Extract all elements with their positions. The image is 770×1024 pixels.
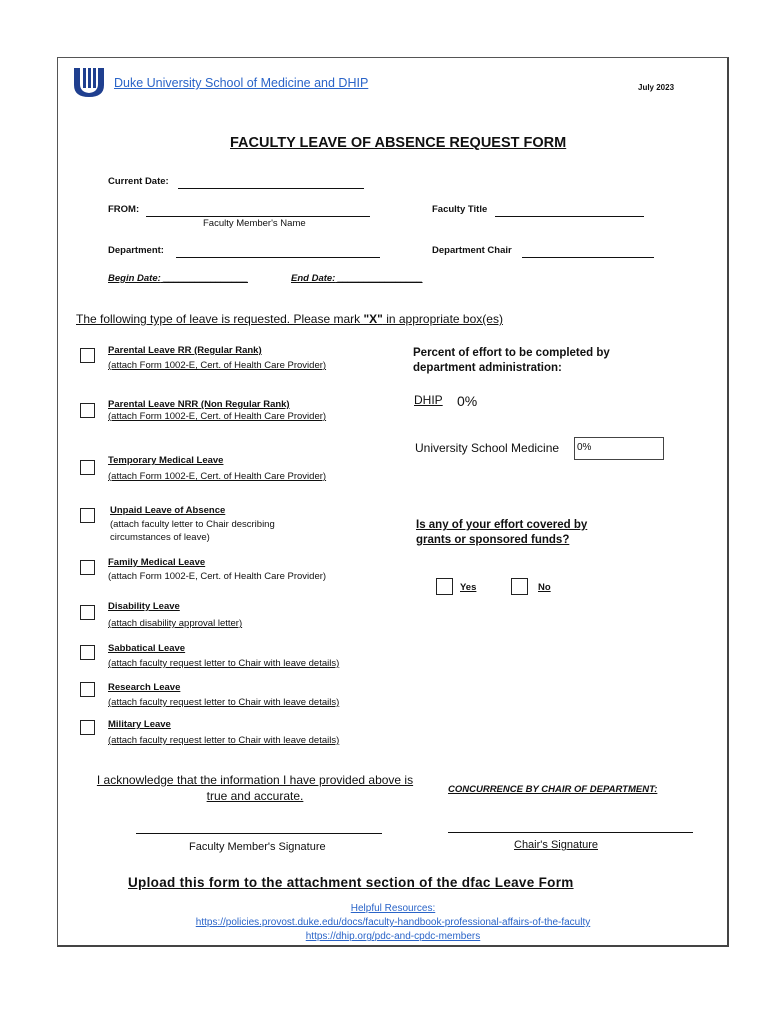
leave-note-military: (attach faculty request letter to Chair with leave details)	[108, 735, 340, 746]
grant-no-checkbox[interactable]	[511, 578, 528, 595]
faculty-signature-field[interactable]	[136, 833, 382, 834]
leave-title-unpaid: Unpaid Leave of Absence	[110, 505, 226, 516]
effort-heading: Percent of effort to be completed by department administration:	[413, 347, 610, 374]
department-chair-field[interactable]	[522, 257, 654, 258]
current-date-field[interactable]	[178, 188, 364, 189]
leave-title-research: Research Leave	[108, 682, 181, 693]
leave-checkbox-parental-rr[interactable]	[80, 348, 95, 363]
end-date-group	[291, 273, 423, 284]
instruction-mark: "X"	[363, 312, 383, 326]
dhip-value-field[interactable]: 0%	[457, 393, 478, 409]
leave-title-sabbatical: Sabbatical Leave	[108, 643, 186, 654]
form-date: July 2023	[638, 83, 675, 92]
begin-date-label: Begin Date:	[108, 273, 161, 284]
org-name-link[interactable]: Duke University School of Medicine and DHIP	[114, 76, 369, 90]
leave-note-temporary-medical: (attach Form 1002-E, Cert. of Health Care Provider)	[108, 471, 327, 482]
leave-checkbox-unpaid[interactable]	[80, 508, 95, 523]
faculty-name-field[interactable]	[146, 216, 370, 217]
leave-note-unpaid: (attach faculty letter to Chair describing circumstances of leave)	[110, 519, 275, 543]
leave-checkbox-disability[interactable]	[80, 605, 95, 620]
form-page	[57, 57, 729, 947]
leave-title-family-medical: Family Medical Leave	[108, 557, 206, 568]
dhip-pdc-link[interactable]: https://dhip.org/pdc-and-cpdc-members	[305, 931, 481, 942]
upload-instruction: Upload this form to the attachment section of the dfac Leave Form	[128, 875, 574, 890]
department-label: Department:	[108, 245, 164, 256]
leave-checkbox-parental-nrr[interactable]	[80, 403, 95, 418]
faculty-handbook-link[interactable]: https://policies.provost.duke.edu/docs/faculty-handbook-professional-affairs-of-the-faculty	[195, 917, 591, 928]
faculty-title-field[interactable]	[495, 216, 644, 217]
end-date-label: End Date:	[291, 273, 336, 284]
leave-checkbox-sabbatical[interactable]	[80, 645, 95, 660]
faculty-name-sublabel: Faculty Member's Name	[203, 218, 306, 229]
faculty-signature-label: Faculty Member's Signature	[189, 841, 326, 853]
from-label: FROM:	[108, 204, 140, 215]
leave-checkbox-military[interactable]	[80, 720, 95, 735]
concurrence-label: CONCURRENCE BY CHAIR OF DEPARTMENT:	[448, 784, 658, 795]
faculty-title-label: Faculty Title	[432, 204, 488, 215]
leave-checkbox-temporary-medical[interactable]	[80, 460, 95, 475]
begin-date-field[interactable]: ________________	[163, 273, 248, 284]
leave-note-sabbatical: (attach faculty request letter to Chair with leave details)	[108, 658, 340, 669]
leave-note-parental-rr: (attach Form 1002-E, Cert. of Health Care Provider)	[108, 360, 327, 371]
current-date-label: Current Date:	[108, 176, 169, 187]
leave-title-temporary-medical: Temporary Medical Leave	[108, 455, 224, 466]
grant-yes-checkbox[interactable]	[436, 578, 453, 595]
helpful-resources-heading: Helpful Resources:	[350, 903, 436, 914]
helpful-resources	[57, 902, 729, 944]
leave-note-parental-nrr: (attach Form 1002-E, Cert. of Health Care Provider)	[108, 411, 327, 422]
leave-title-disability: Disability Leave	[108, 601, 180, 612]
leave-checkbox-research[interactable]	[80, 682, 95, 697]
leave-note-disability: (attach disability approval letter)	[108, 618, 243, 629]
leave-title-parental-rr: Parental Leave RR (Regular Rank)	[108, 345, 262, 356]
leave-title-military: Military Leave	[108, 719, 171, 730]
dhip-label: DHIP	[414, 393, 443, 407]
grant-no-label: No	[538, 582, 551, 593]
leave-checkbox-family-medical[interactable]	[80, 560, 95, 575]
grant-question: Is any of your effort covered by grants or sponsored funds?	[416, 519, 588, 546]
duke-shield-logo	[72, 66, 106, 98]
leave-title-parental-nrr: Parental Leave NRR (Non Regular Rank)	[108, 399, 290, 410]
chair-signature-label: Chair's Signature	[514, 839, 599, 851]
leave-note-research: (attach faculty request letter to Chair with leave details)	[108, 697, 340, 708]
usm-value-field[interactable]: 0%	[574, 437, 664, 460]
instruction-text-end: in appropriate box(es)	[382, 312, 503, 326]
department-chair-label: Department Chair	[432, 245, 512, 256]
department-field[interactable]	[176, 257, 380, 258]
page-title: FACULTY LEAVE OF ABSENCE REQUEST FORM	[230, 135, 567, 151]
end-date-field[interactable]: ________________	[337, 273, 423, 284]
usm-label: University School Medicine	[415, 441, 560, 455]
begin-date-group	[108, 273, 248, 284]
leave-instruction	[76, 312, 503, 326]
leave-note-family-medical: (attach Form 1002-E, Cert. of Health Care Provider)	[108, 571, 327, 582]
chair-signature-field[interactable]	[448, 832, 693, 833]
acknowledgement-text: I acknowledge that the information I have provided above is true and accurate.	[96, 773, 414, 803]
grant-yes-label: Yes	[460, 582, 477, 593]
instruction-text: The following type of leave is requested. Please mark	[76, 312, 364, 326]
